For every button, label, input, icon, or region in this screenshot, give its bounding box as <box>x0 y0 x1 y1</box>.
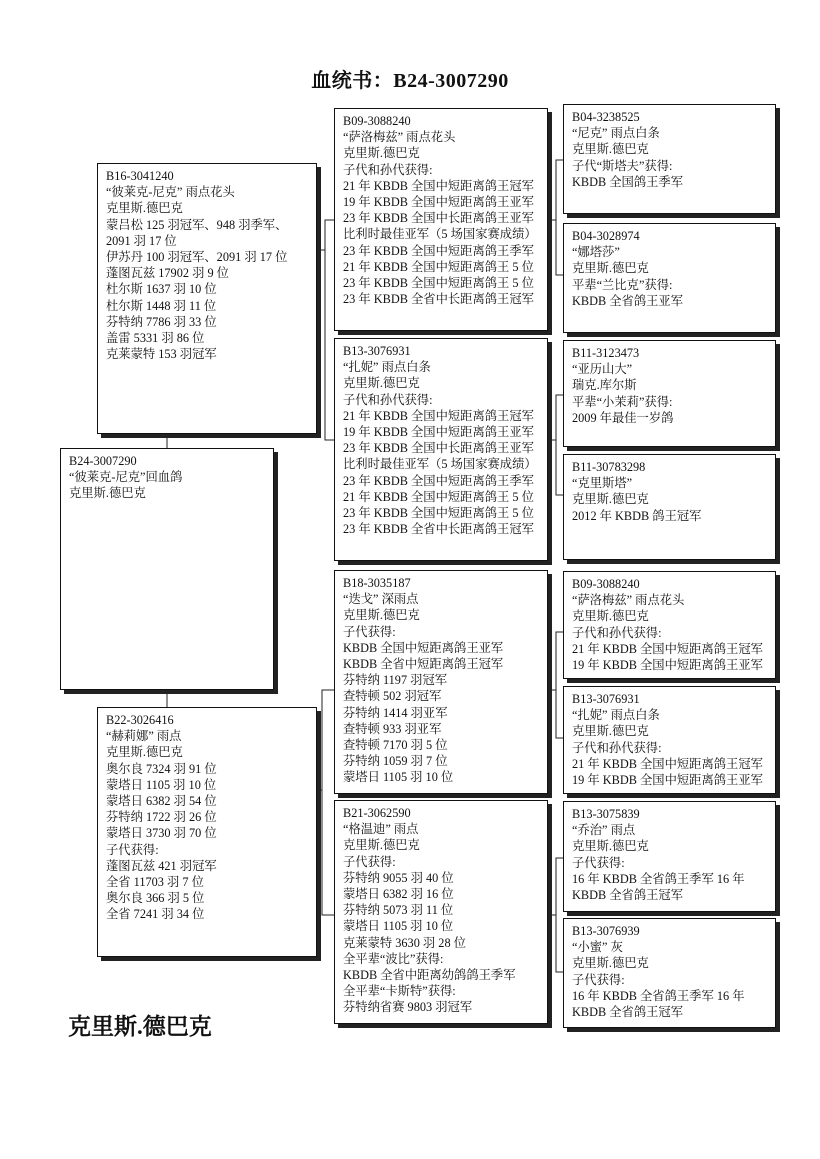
ring-number: B13-3076939 <box>572 924 640 938</box>
pedigree-line: 子代获得: <box>106 842 159 857</box>
pedigree-line: 蒙塔日 6382 羽 16 位 <box>343 887 454 902</box>
pedigree-line: 21 年 KBDB 全国中短距离鸽王 5 位 <box>343 489 534 504</box>
pedigree-line: 21 年 KBDB 全国中短距离鸽王冠军 <box>572 641 763 656</box>
pedigree-line: 芬特纳 5073 羽 11 位 <box>343 903 454 918</box>
pedigree-line: 2012 年 KBDB 鸽王冠军 <box>572 508 702 523</box>
pedigree-line: 克里斯.德巴克 <box>572 609 649 624</box>
pedigree-line: 21 年 KBDB 全国中短距离鸽王冠军 <box>572 756 763 771</box>
pedigree-line: 19 年 KBDB 全国中短距离鸽王亚军 <box>572 773 763 788</box>
pedigree-line: 克莱蒙特 153 羽冠军 <box>106 347 217 362</box>
pigeon-name: “萨洛梅兹” 雨点花头 <box>572 593 685 608</box>
pedigree-line: 蒙吕松 125 羽冠军、948 羽季军、 <box>106 217 288 232</box>
pedigree-line: 芬特纳 1414 羽亚军 <box>343 705 448 720</box>
pedigree-line: 克里斯.德巴克 <box>572 839 649 854</box>
ring-number: B13-3076931 <box>343 344 411 358</box>
pedigree-line: 蒙塔日 1105 羽 10 位 <box>106 777 217 792</box>
pedigree-line: 奥尔良 7324 羽 91 位 <box>106 761 217 776</box>
pedigree-line: 全平辈“卡斯特”获得: <box>343 984 456 999</box>
pedigree-line: 克里斯.德巴克 <box>106 745 183 760</box>
pedigree-line: 查特顿 7170 羽 5 位 <box>343 738 448 753</box>
pedigree-line: 克里斯.德巴克 <box>343 376 420 391</box>
pedigree-line: 比利时最佳亚军（5 场国家赛成绩） <box>343 227 537 242</box>
pedigree-line: 23 年 KBDB 全国中长距离鸽王亚军 <box>343 441 534 456</box>
pedigree-line: 克里斯.德巴克 <box>69 486 146 501</box>
pedigree-line: KBDB 全省中短距离鸽王冠军 <box>343 657 504 672</box>
pedigree-line: 19 年 KBDB 全国中短距离鸽王亚军 <box>572 658 763 673</box>
pedigree-line: 23 年 KBDB 全国中短距离鸽王季军 <box>343 243 534 258</box>
pedigree-line: 克里斯.德巴克 <box>343 608 420 623</box>
breeder-name: 克里斯.德巴克 <box>68 1014 212 1039</box>
pigeon-card-dam-dam <box>334 800 548 1024</box>
pedigree-line: 克里斯.德巴克 <box>343 838 420 853</box>
connector-ds-dsd <box>556 690 563 738</box>
pigeon-card-dsd <box>563 686 776 794</box>
pigeon-card-sire <box>97 163 317 434</box>
pedigree-line: 克里斯.德巴克 <box>572 142 649 157</box>
pedigree-line: 蒙塔日 3730 羽 70 位 <box>106 826 217 841</box>
pedigree-line: KBDB 全省鸽王冠军 <box>572 1005 684 1020</box>
pedigree-line: 芬特纳省赛 9803 羽冠军 <box>343 1000 473 1015</box>
pedigree-line: 子代获得: <box>572 855 625 870</box>
ring-number: B09-3088240 <box>572 577 640 591</box>
pedigree-line: 查特顿 933 羽亚军 <box>343 721 442 736</box>
connector-ss-sss <box>548 160 563 220</box>
pedigree-line: 克里斯.德巴克 <box>572 492 649 507</box>
ring-number: B16-3041240 <box>106 169 174 183</box>
pigeon-card-sds <box>563 340 776 447</box>
pedigree-line: KBDB 全国中短距离鸽王亚军 <box>343 640 504 655</box>
pedigree-line: 瑞克.库尔斯 <box>572 378 637 393</box>
ring-number: B24-3007290 <box>69 454 137 468</box>
connector-ss-ssd <box>556 220 563 275</box>
connector-dd-dds <box>548 858 563 915</box>
pedigree-line: 19 年 KBDB 全国中短距离鸽王亚军 <box>343 195 534 210</box>
pedigree-line: 全省 7241 羽 34 位 <box>106 907 205 922</box>
ring-number: B21-3062590 <box>343 806 411 820</box>
pedigree-line: 蒙塔日 1105 羽 10 位 <box>343 770 454 785</box>
pedigree-line: 23 年 KBDB 全国中短距离鸽王 5 位 <box>343 506 534 521</box>
pigeon-name: “娜塔莎” <box>572 245 620 260</box>
connector-sd-sdd <box>556 440 563 495</box>
pedigree-line: 21 年 KBDB 全国中短距离鸽王冠军 <box>343 178 534 193</box>
ring-number: B09-3088240 <box>343 114 411 128</box>
pigeon-card-sdd <box>563 454 776 560</box>
ring-number: B13-3076931 <box>572 692 640 706</box>
pedigree-line: 2009 年最佳一岁鸽 <box>572 410 674 425</box>
pedigree-line: 子代获得: <box>343 624 396 639</box>
pedigree-line: 奥尔良 366 羽 5 位 <box>106 891 205 906</box>
pedigree-line: 芬特纳 7786 羽 33 位 <box>106 314 217 329</box>
pigeon-card-ssd <box>563 223 776 333</box>
pigeon-card-dam-sire <box>334 570 548 794</box>
pigeon-name: “赫莉娜” 雨点 <box>106 729 182 744</box>
pedigree-line: 子代和孙代获得: <box>572 740 662 755</box>
ring-number: B04-3028974 <box>572 229 640 243</box>
pigeon-name: “小蜜” 灰 <box>572 940 623 955</box>
pigeon-card-sire-sire <box>334 108 548 331</box>
connector-ds-dss <box>548 632 563 690</box>
pedigree-line: 芬特纳 1722 羽 26 位 <box>106 810 217 825</box>
pigeon-name: “乔治” 雨点 <box>572 823 636 838</box>
connector-dam-ds <box>317 690 334 790</box>
pedigree-line: 23 年 KBDB 全省中长距离鸽王冠军 <box>343 522 534 537</box>
pedigree-line: 全平辈“波比”获得: <box>343 951 444 966</box>
pigeon-card-subject <box>60 448 274 690</box>
ring-number: B13-3075839 <box>572 807 640 821</box>
connector-sire-ss <box>317 220 334 250</box>
pedigree-line: 16 年 KBDB 全省鸽王季军 16 年 <box>572 871 745 886</box>
pedigree-line: 查特顿 502 羽冠军 <box>343 689 442 704</box>
pedigree-line: 16 年 KBDB 全省鸽王季军 16 年 <box>572 988 745 1003</box>
pigeon-name: “亚历山大” <box>572 362 633 377</box>
pigeon-name: “扎妮” 雨点白条 <box>343 360 431 375</box>
pedigree-line: 子代和孙代获得: <box>343 392 433 407</box>
pedigree-line: 19 年 KBDB 全国中短距离鸽王亚军 <box>343 425 534 440</box>
pedigree-line: 平辈“兰比克”获得: <box>572 277 673 292</box>
pedigree-line: 子代和孙代获得: <box>343 162 433 177</box>
ring-number: B18-3035187 <box>343 576 411 590</box>
pedigree-line: KBDB 全省鸽王冠军 <box>572 888 684 903</box>
connector-sd-sds <box>548 395 563 440</box>
pedigree-line: KBDB 全省中距离幼鸽鸽王季军 <box>343 968 516 983</box>
pedigree-title: 血统书：B24-3007290 <box>311 70 509 92</box>
pedigree-line: 杜尔斯 1448 羽 11 位 <box>106 298 217 313</box>
pigeon-name: “萨洛梅兹” 雨点花头 <box>343 130 456 145</box>
pigeon-card-ddd <box>563 918 776 1028</box>
pedigree-line: 蓬图瓦兹 421 羽冠军 <box>106 858 217 873</box>
ring-number: B22-3026416 <box>106 713 174 727</box>
pedigree-line: 克里斯.德巴克 <box>572 261 649 276</box>
pedigree-line: 芬特纳 1059 羽 7 位 <box>343 754 448 769</box>
pigeon-name: “迭戈” 深雨点 <box>343 592 419 607</box>
connector-dd-ddd <box>556 915 563 972</box>
pigeon-name: “彼莱克-尼克” 雨点花头 <box>106 185 235 200</box>
pedigree-line: 蓬图瓦兹 17902 羽 9 位 <box>106 266 229 281</box>
pedigree-line: 蒙塔日 6382 羽 54 位 <box>106 794 217 809</box>
pigeon-name: “克里斯塔” <box>572 476 633 491</box>
pigeon-card-dds <box>563 801 776 912</box>
pedigree-line: 子代获得: <box>572 972 625 987</box>
pedigree-line: KBDB 全省鸽王亚军 <box>572 293 684 308</box>
pedigree-line: 23 年 KBDB 全省中长距离鸽王冠军 <box>343 292 534 307</box>
pigeon-card-sss <box>563 104 776 214</box>
pedigree-line: 21 年 KBDB 全国中短距离鸽王冠军 <box>343 408 534 423</box>
connector-sire-sd <box>325 250 334 440</box>
pedigree-line: 芬特纳 1197 羽冠军 <box>343 673 448 688</box>
pedigree-line: 比利时最佳亚军（5 场国家赛成绩） <box>343 457 537 472</box>
pedigree-line: KBDB 全国鸽王季军 <box>572 174 684 189</box>
pigeon-name: “格温迪” 雨点 <box>343 822 419 837</box>
ring-number: B11-3123473 <box>572 346 640 360</box>
pedigree-line: 2091 羽 17 位 <box>106 233 177 248</box>
pedigree-line: 子代“斯塔夫”获得: <box>572 158 673 173</box>
pedigree-line: 克里斯.德巴克 <box>106 201 183 216</box>
pedigree-line: 克莱蒙特 3630 羽 28 位 <box>343 935 466 950</box>
pedigree-line: 23 年 KBDB 全国中短距离鸽王季军 <box>343 473 534 488</box>
ring-number: B04-3238525 <box>572 110 640 124</box>
pigeon-card-dss <box>563 571 776 679</box>
pigeon-name: “彼莱克-尼克”回血鸽 <box>69 470 183 485</box>
pedigree-line: 子代和孙代获得: <box>572 625 662 640</box>
pedigree-line: 芬特纳 9055 羽 40 位 <box>343 870 454 885</box>
pedigree-line: 21 年 KBDB 全国中短距离鸽王 5 位 <box>343 259 534 274</box>
pigeon-name: “尼克” 雨点白条 <box>572 126 660 141</box>
pigeon-card-dam <box>97 707 317 957</box>
pedigree-line: 克里斯.德巴克 <box>572 956 649 971</box>
pedigree-line: 23 年 KBDB 全国中短距离鸽王 5 位 <box>343 276 534 291</box>
pedigree-line: 克里斯.德巴克 <box>343 146 420 161</box>
pedigree-line: 子代获得: <box>343 854 396 869</box>
pedigree-line: 杜尔斯 1637 羽 10 位 <box>106 282 217 297</box>
pedigree-line: 伊苏丹 100 羽冠军、2091 羽 17 位 <box>106 250 288 265</box>
pedigree-line: 蒙塔日 1105 羽 10 位 <box>343 919 454 934</box>
pedigree-line: 克里斯.德巴克 <box>572 724 649 739</box>
pedigree-line: 平辈“小茉莉”获得: <box>572 394 673 409</box>
connector-dam-dd <box>322 790 334 915</box>
pigeon-card-sire-dam <box>334 338 548 561</box>
pedigree-line: 全省 11703 羽 7 位 <box>106 875 204 890</box>
ring-number: B11-30783298 <box>572 460 646 474</box>
pedigree-line: 盖雷 5331 羽 86 位 <box>106 331 205 346</box>
pedigree-line: 23 年 KBDB 全国中长距离鸽王亚军 <box>343 211 534 226</box>
pigeon-name: “扎妮” 雨点白条 <box>572 708 660 723</box>
